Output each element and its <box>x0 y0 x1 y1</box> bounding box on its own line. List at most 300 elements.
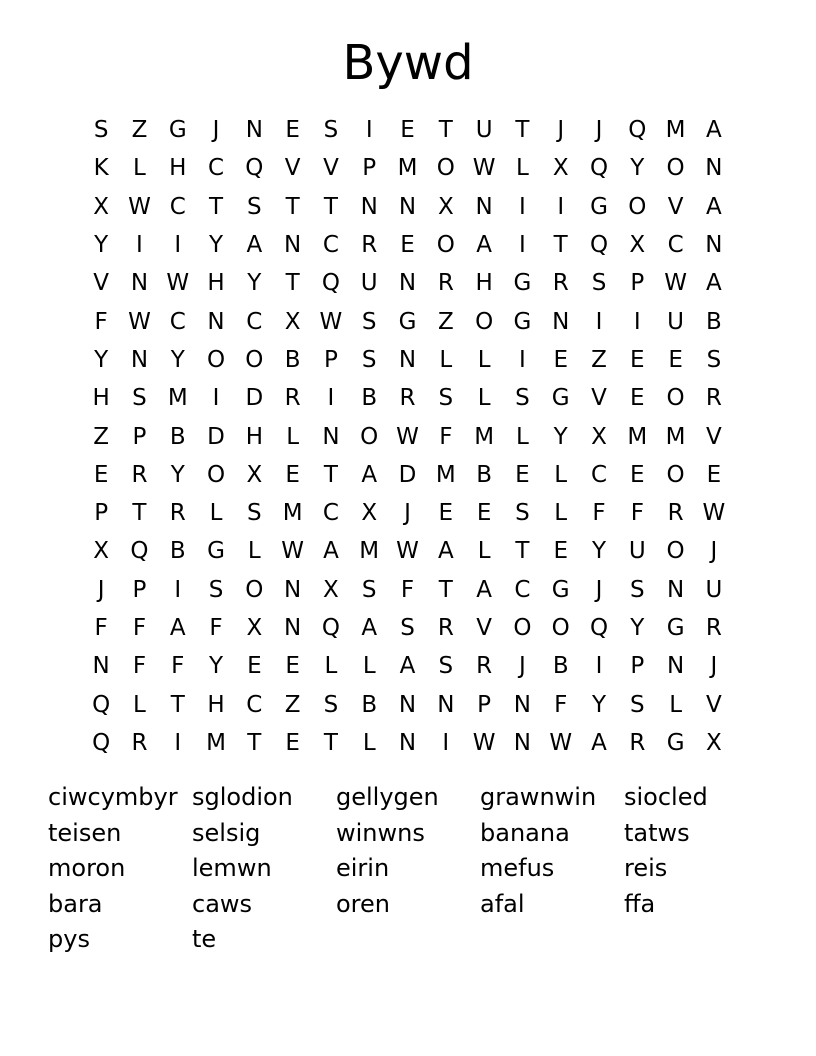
grid-letter: E <box>285 461 300 488</box>
grid-letter: L <box>362 729 376 756</box>
grid-letter: R <box>629 729 646 756</box>
grid-letter: W <box>396 423 419 450</box>
grid-letter: I <box>174 729 182 756</box>
grid-letter: X <box>246 461 263 488</box>
grid-letter: E <box>93 461 109 488</box>
grid-letter: C <box>169 308 186 335</box>
grid-letter: W <box>128 308 151 335</box>
grid-letter: A <box>323 538 339 565</box>
grid-letter: J <box>710 538 718 565</box>
grid-letter: S <box>630 576 645 603</box>
grid-letter: L <box>477 346 491 373</box>
grid-letter: G <box>666 615 685 641</box>
grid-letter: E <box>706 461 722 488</box>
grid-letter: T <box>132 500 147 527</box>
grid-letter: A <box>361 615 378 641</box>
grid-letter: X <box>93 193 110 220</box>
grid-letter: C <box>514 576 531 603</box>
grid-letter: P <box>94 500 109 527</box>
grid-letter: M <box>665 117 686 144</box>
grid-letter: U <box>628 538 646 565</box>
grid-letter: J <box>710 653 718 680</box>
grid-letter: X <box>437 193 454 220</box>
grid-letter: O <box>360 423 379 450</box>
grid-letter: Z <box>437 308 454 335</box>
grid-letter: L <box>554 461 568 488</box>
grid-letter: X <box>591 423 607 450</box>
grid-letter: L <box>362 653 376 680</box>
grid-letter: A <box>361 461 378 488</box>
grid-letter: G <box>398 308 417 335</box>
grid-letter: S <box>515 385 530 412</box>
grid-letter: Q <box>130 538 149 565</box>
grid-letter: X <box>629 232 646 259</box>
grid-letter: C <box>590 461 608 488</box>
grid-letter: F <box>94 615 108 641</box>
grid-letter: I <box>365 117 373 144</box>
grid-letter: G <box>590 193 608 220</box>
grid-letter: M <box>282 500 303 527</box>
grid-letter: I <box>174 576 182 603</box>
grid-letter: R <box>131 729 148 756</box>
grid-letter: J <box>557 117 565 144</box>
grid-letter: L <box>477 385 491 412</box>
grid-letter: A <box>706 117 722 144</box>
grid-letter: I <box>327 385 335 412</box>
word-list-item: caws <box>192 889 253 918</box>
grid-letter: A <box>706 193 722 220</box>
grid-letter: X <box>361 500 378 527</box>
grid-letter: J <box>519 653 526 680</box>
grid-letter: F <box>439 423 453 450</box>
grid-letter: F <box>554 691 568 718</box>
grid-letter: B <box>169 538 186 565</box>
grid-letter: W <box>549 729 573 756</box>
word-list-item: ffa <box>624 889 656 918</box>
word-list-item: selsig <box>192 818 261 847</box>
grid-letter: S <box>361 346 377 373</box>
grid-letter: N <box>207 308 225 335</box>
grid-letter: N <box>322 423 340 450</box>
grid-letter: Y <box>553 423 568 450</box>
grid-letter: C <box>208 155 225 182</box>
grid-letter: X <box>284 308 301 335</box>
grid-letter: P <box>630 653 645 680</box>
grid-letter: R <box>437 615 454 641</box>
grid-letter: N <box>360 193 378 220</box>
grid-letter: Q <box>92 729 111 756</box>
grid-letter: E <box>285 653 300 680</box>
grid-letter: Q <box>589 615 609 641</box>
grid-letter: S <box>438 653 454 680</box>
grid-letter: S <box>361 308 377 335</box>
grid-letter: S <box>400 615 415 641</box>
grid-letter: W <box>664 270 687 297</box>
grid-letter: D <box>398 461 417 488</box>
word-list <box>48 780 768 958</box>
grid-letter: V <box>284 155 301 182</box>
word-list-item: mefus <box>480 854 555 882</box>
grid-letter: K <box>93 155 109 182</box>
grid-letter: I <box>519 346 526 373</box>
grid-letter: I <box>557 193 565 220</box>
grid-letter: N <box>666 576 685 603</box>
grid-letter: M <box>665 423 686 450</box>
letter-grid <box>82 111 733 762</box>
word-list-item: siocled <box>624 783 708 811</box>
grid-letter: A <box>169 615 186 641</box>
grid-letter: M <box>627 423 648 450</box>
grid-letter: O <box>666 385 685 412</box>
grid-letter: C <box>667 232 684 259</box>
grid-letter: O <box>666 538 685 565</box>
grid-letter: F <box>209 615 223 641</box>
grid-letter: O <box>666 461 685 488</box>
grid-letter: S <box>323 117 339 144</box>
grid-letter: R <box>437 270 454 297</box>
grid-letter: S <box>591 270 607 297</box>
grid-letter: T <box>515 117 530 144</box>
grid-letter: N <box>513 729 532 756</box>
grid-letter: Z <box>284 691 301 718</box>
word-list-item: oren <box>336 889 390 918</box>
grid-letter: B <box>476 461 492 488</box>
grid-letter: N <box>398 346 417 373</box>
grid-letter: V <box>667 193 684 220</box>
grid-letter: S <box>132 385 147 412</box>
grid-letter: N <box>513 691 532 718</box>
grid-letter: A <box>437 538 454 565</box>
grid-letter: S <box>361 576 377 603</box>
grid-letter: Z <box>131 117 148 144</box>
grid-letter: N <box>398 729 417 756</box>
grid-letter: P <box>132 423 147 450</box>
grid-letter: T <box>515 538 530 565</box>
grid-letter: G <box>551 576 570 603</box>
grid-letter: X <box>323 576 339 603</box>
grid-letter: Y <box>94 346 109 373</box>
grid-letter: M <box>435 461 456 488</box>
grid-letter: R <box>399 385 416 412</box>
grid-letter: L <box>133 691 146 718</box>
grid-letter: O <box>206 346 226 373</box>
grid-letter: L <box>477 538 491 565</box>
word-list-item: teisen <box>48 818 122 847</box>
grid-letter: O <box>436 232 455 259</box>
word-list-item: gellygen <box>336 783 439 811</box>
grid-letter: F <box>171 653 185 680</box>
grid-letter: C <box>322 500 339 527</box>
grid-letter: H <box>207 691 225 718</box>
grid-letter: W <box>281 538 304 565</box>
word-list-item: reis <box>624 854 668 882</box>
grid-letter: O <box>245 576 264 603</box>
grid-letter: L <box>439 346 453 373</box>
word-list-item: bara <box>48 889 103 918</box>
grid-letter: Q <box>92 691 111 718</box>
grid-letter: S <box>247 193 262 220</box>
grid-letter: E <box>515 461 530 488</box>
grid-letter: T <box>209 193 224 220</box>
grid-letter: N <box>284 232 302 259</box>
grid-letter: E <box>285 117 300 144</box>
grid-letter: F <box>592 500 606 527</box>
grid-letter: A <box>706 270 722 297</box>
grid-letter: G <box>513 308 532 335</box>
grid-letter: W <box>472 729 496 756</box>
grid-letter: C <box>322 232 339 259</box>
grid-letter: W <box>319 308 343 335</box>
grid-letter: T <box>553 232 568 259</box>
grid-letter: N <box>437 691 455 718</box>
word-list-item: ciwcymbyr <box>48 783 178 811</box>
grid-letter: X <box>246 615 263 641</box>
grid-letter: E <box>285 729 300 756</box>
word-list-item: afal <box>480 889 525 918</box>
grid-letter: W <box>472 155 496 182</box>
grid-letter: C <box>246 308 263 335</box>
grid-letter: I <box>519 232 526 259</box>
grid-letter: R <box>131 461 148 488</box>
grid-letter: E <box>438 500 454 527</box>
grid-letter: S <box>706 346 722 373</box>
grid-letter: E <box>630 346 645 373</box>
grid-letter: L <box>516 423 529 450</box>
grid-letter: R <box>552 270 569 297</box>
grid-letter: O <box>206 461 226 488</box>
grid-letter: N <box>130 346 149 373</box>
word-list-item: tatws <box>624 818 690 847</box>
grid-letter: B <box>284 346 301 373</box>
grid-letter: Q <box>589 232 609 259</box>
grid-letter: V <box>93 270 110 297</box>
grid-letter: C <box>169 193 186 220</box>
grid-letter: J <box>595 117 603 144</box>
grid-letter: T <box>438 117 453 144</box>
grid-letter: I <box>519 193 526 220</box>
grid-letter: Y <box>170 346 185 373</box>
grid-letter: Y <box>209 232 224 259</box>
grid-letter: R <box>284 385 301 412</box>
grid-letter: W <box>128 193 151 220</box>
grid-letter: D <box>245 385 264 412</box>
grid-letter: N <box>398 193 417 220</box>
grid-letter: W <box>166 270 190 297</box>
grid-letter: M <box>167 385 188 412</box>
puzzle-title: Bywd <box>342 35 474 91</box>
grid-letter: Z <box>591 346 607 373</box>
grid-letter: Y <box>94 232 109 259</box>
word-list-item: sglodion <box>192 783 293 811</box>
grid-letter: N <box>475 193 493 220</box>
word-list-item: lemwn <box>192 854 272 882</box>
grid-letter: L <box>286 423 300 450</box>
grid-letter: R <box>361 232 378 259</box>
grid-letter: B <box>361 385 378 412</box>
grid-letter: T <box>323 461 338 488</box>
grid-letter: P <box>362 155 377 182</box>
grid-letter: N <box>284 576 302 603</box>
grid-letter: Y <box>247 270 262 297</box>
grid-letter: I <box>633 308 641 335</box>
grid-letter: G <box>551 385 570 412</box>
grid-letter: I <box>595 308 603 335</box>
grid-letter: N <box>398 691 417 718</box>
grid-letter: L <box>669 691 683 718</box>
grid-letter: E <box>400 117 415 144</box>
grid-letter: J <box>212 117 220 144</box>
grid-letter: T <box>170 691 185 718</box>
grid-letter: F <box>400 576 415 603</box>
grid-letter: V <box>323 155 339 182</box>
grid-letter: U <box>705 576 723 603</box>
grid-letter: G <box>666 729 685 756</box>
grid-letter: I <box>174 232 182 259</box>
grid-letter: O <box>628 193 647 220</box>
grid-letter: L <box>516 155 529 182</box>
grid-letter: D <box>207 423 225 450</box>
grid-letter: W <box>396 538 419 565</box>
grid-letter: L <box>133 155 146 182</box>
grid-letter: A <box>476 232 492 259</box>
grid-letter: E <box>476 500 492 527</box>
grid-letter: E <box>553 538 568 565</box>
grid-letter: I <box>136 232 143 259</box>
grid-letter: Q <box>321 615 340 641</box>
grid-letter: O <box>551 615 570 641</box>
grid-letter: B <box>361 691 378 718</box>
grid-letter: L <box>554 500 568 527</box>
grid-letter: B <box>169 423 186 450</box>
grid-letter: Q <box>589 155 609 182</box>
grid-letter: R <box>705 615 722 641</box>
grid-letter: A <box>476 576 492 603</box>
grid-letter: J <box>404 500 411 527</box>
grid-letter: P <box>630 270 645 297</box>
grid-letter: N <box>552 308 570 335</box>
grid-letter: S <box>515 500 530 527</box>
grid-letter: S <box>323 691 339 718</box>
grid-letter: B <box>552 653 569 680</box>
grid-letter: T <box>323 193 338 220</box>
grid-letter: P <box>477 691 492 718</box>
grid-letter: H <box>169 155 187 182</box>
grid-letter: U <box>360 270 378 297</box>
word-list-item: banana <box>480 818 570 847</box>
grid-letter: V <box>706 423 722 450</box>
grid-letter: S <box>247 500 262 527</box>
grid-letter: V <box>706 691 722 718</box>
grid-letter: R <box>169 500 186 527</box>
grid-letter: L <box>247 538 261 565</box>
grid-letter: S <box>208 576 224 603</box>
grid-letter: T <box>247 729 262 756</box>
grid-letter: F <box>132 653 147 680</box>
grid-letter: V <box>476 615 492 641</box>
word-list-item: pys <box>48 925 90 953</box>
grid-letter: H <box>245 423 263 450</box>
grid-letter: O <box>436 155 455 182</box>
grid-letter: Q <box>628 117 647 144</box>
grid-letter: Y <box>591 691 607 718</box>
word-list-item: te <box>192 925 217 953</box>
word-list-item: moron <box>48 854 126 882</box>
grid-letter: Y <box>209 653 224 680</box>
grid-letter: L <box>209 500 223 527</box>
grid-letter: A <box>246 232 263 259</box>
grid-letter: T <box>438 576 453 603</box>
grid-letter: X <box>93 538 110 565</box>
grid-letter: W <box>702 500 726 527</box>
grid-letter: C <box>246 691 263 718</box>
grid-letter: E <box>247 653 262 680</box>
grid-letter: X <box>706 729 722 756</box>
grid-letter: P <box>323 346 338 373</box>
grid-letter: N <box>92 653 110 680</box>
grid-letter: Y <box>591 538 607 565</box>
grid-letter: U <box>475 117 493 144</box>
grid-letter: E <box>400 232 415 259</box>
word-list-item: grawnwin <box>480 783 597 811</box>
grid-letter: G <box>168 117 187 144</box>
grid-letter: R <box>705 385 722 412</box>
grid-letter: N <box>705 155 723 182</box>
grid-letter: E <box>553 346 568 373</box>
grid-letter: E <box>630 461 645 488</box>
grid-letter: T <box>285 193 300 220</box>
grid-letter: R <box>667 500 684 527</box>
grid-letter: P <box>132 576 147 603</box>
grid-letter: Q <box>245 155 264 182</box>
grid-letter: U <box>667 308 685 335</box>
word-list-item: eirin <box>336 854 390 882</box>
grid-letter: X <box>552 155 569 182</box>
grid-letter: J <box>595 576 603 603</box>
grid-letter: I <box>595 653 603 680</box>
grid-letter: N <box>398 270 417 297</box>
grid-letter: Z <box>93 423 110 450</box>
grid-letter: T <box>323 729 338 756</box>
grid-letter: V <box>591 385 607 412</box>
grid-letter: Y <box>630 615 645 641</box>
grid-letter: N <box>705 232 723 259</box>
grid-letter: N <box>130 270 149 297</box>
grid-letter: E <box>668 346 683 373</box>
grid-letter: H <box>207 270 225 297</box>
grid-letter: I <box>442 729 450 756</box>
grid-letter: O <box>513 615 532 641</box>
grid-letter: F <box>94 308 108 335</box>
grid-letter: H <box>475 270 493 297</box>
grid-letter: F <box>630 500 644 527</box>
grid-letter: J <box>97 576 105 603</box>
grid-letter: G <box>207 538 225 565</box>
grid-letter: Y <box>170 461 185 488</box>
grid-letter: M <box>359 538 380 565</box>
grid-letter: S <box>630 691 645 718</box>
grid-letter: S <box>93 117 109 144</box>
grid-letter: N <box>245 117 263 144</box>
grid-letter: O <box>666 155 685 182</box>
grid-letter: G <box>513 270 532 297</box>
grid-letter: Y <box>630 155 645 182</box>
grid-letter: I <box>212 385 220 412</box>
grid-letter: E <box>630 385 645 412</box>
grid-letter: B <box>706 308 722 335</box>
grid-letter: O <box>245 346 264 373</box>
grid-letter: M <box>397 155 418 182</box>
grid-letter: N <box>284 615 302 641</box>
